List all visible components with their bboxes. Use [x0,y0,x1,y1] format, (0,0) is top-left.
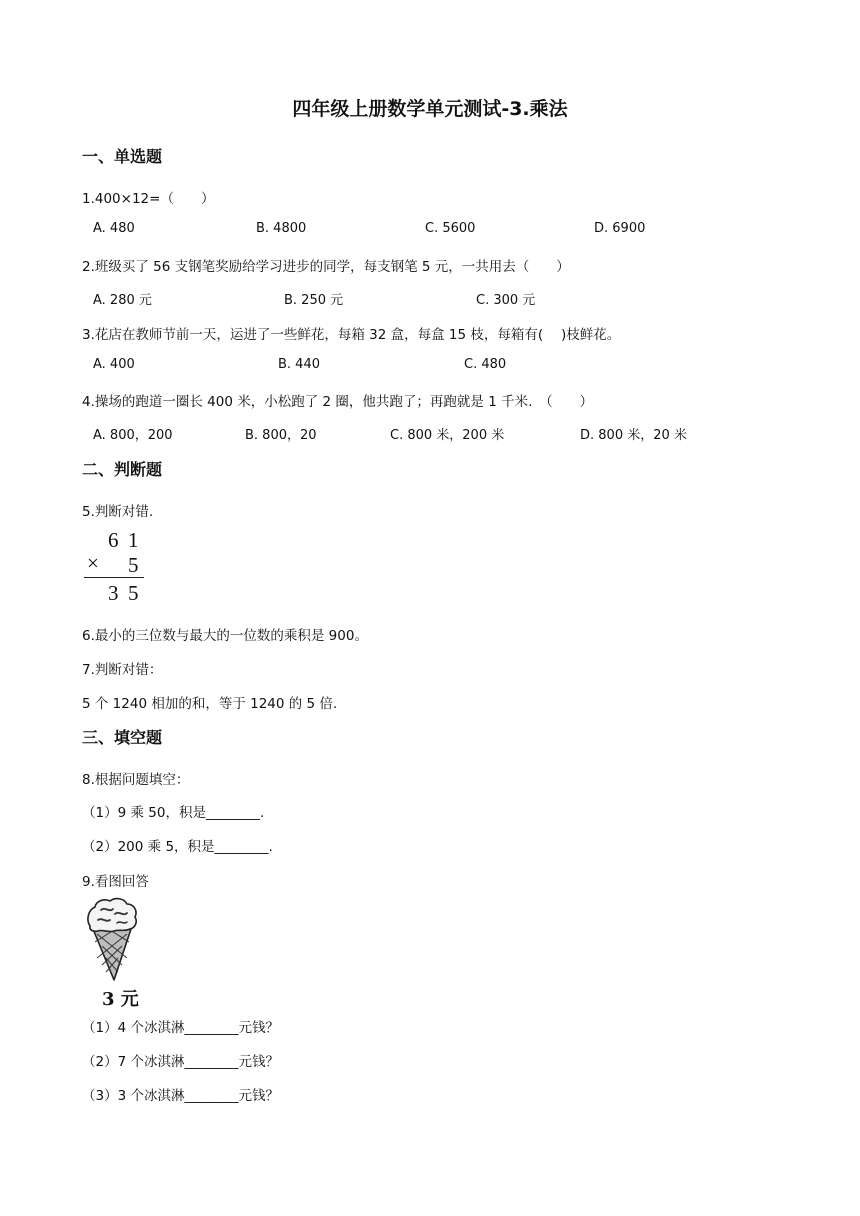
section-heading-true-false: 二、判断题 [82,460,163,479]
question-8-item-1: （1）9 乘 50，积是________. [82,805,265,821]
mult-result-line [84,577,144,578]
question-4: 4.操场的跑道一圈长 400 米，小松跑了 2 圈，他共跑了；再跑就是 1 千米. （ ） [82,394,594,410]
q1-option-c: C. 5600 [425,221,476,236]
question-7: 7.判断对错： [82,662,163,678]
section-heading-fill-blank: 三、填空题 [82,728,163,747]
question-9-item-3: （3）3 个冰淇淋________元钱？ [82,1088,279,1104]
q1-option-b: B. 4800 [256,221,307,236]
section-heading-single-choice: 一、单选题 [82,147,163,166]
question-9: 9.看图回答 [82,874,149,890]
question-7-statement: 5 个 1240 相加的和，等于 1240 的 5 倍. [82,696,338,712]
question-2: 2.班级买了 56 支钢笔奖励给学习进步的同学，每支钢笔 5 元，一共用去（ ） [82,259,570,275]
q4-option-d: D. 800 米，20 米 [580,428,687,443]
mult-top-digit-ones: 1 [128,528,139,552]
question-8: 8.根据问题填空： [82,772,190,788]
q3-option-c: C. 480 [464,357,507,372]
question-1: 1.400×12=（ ） [82,191,215,207]
question-8-item-2: （2）200 乘 5，积是________. [82,839,273,855]
page-title: 四年级上册数学单元测试-3.乘法 [292,98,568,120]
q1-option-a: A. 480 [93,221,135,236]
q2-option-a: A. 280 元 [93,293,152,308]
ice-cream-price-label: 3 元 [102,989,139,1010]
q2-option-b: B. 250 元 [284,293,344,308]
mult-top-digit-tens: 6 [108,528,119,552]
question-9-item-1: （1）4 个冰淇淋________元钱？ [82,1020,279,1036]
mult-result-digit-ones: 5 [128,581,139,605]
mult-second-digit: 5 [128,553,139,577]
multiplication-figure [84,528,148,608]
multiply-sign: × [87,551,99,575]
ice-cream-cone-icon [84,896,140,986]
question-6: 6.最小的三位数与最大的一位数的乘积是 900。 [82,628,368,644]
q4-option-a: A. 800，200 [93,428,173,443]
mult-result-digit-tens: 3 [108,581,119,605]
q1-option-d: D. 6900 [594,221,646,236]
question-5: 5.判断对错. [82,504,154,520]
q3-option-a: A. 400 [93,357,135,372]
question-9-item-2: （2）7 个冰淇淋________元钱？ [82,1054,279,1070]
question-3: 3.花店在教师节前一天，运进了一些鲜花，每箱 32 盒，每盒 15 枝，每箱有( )枝鲜花。 [82,327,621,343]
q4-option-b: B. 800，20 [245,428,317,443]
q2-option-c: C. 300 元 [476,293,536,308]
q4-option-c: C. 800 米，200 米 [390,428,505,443]
q3-option-b: B. 440 [278,357,320,372]
